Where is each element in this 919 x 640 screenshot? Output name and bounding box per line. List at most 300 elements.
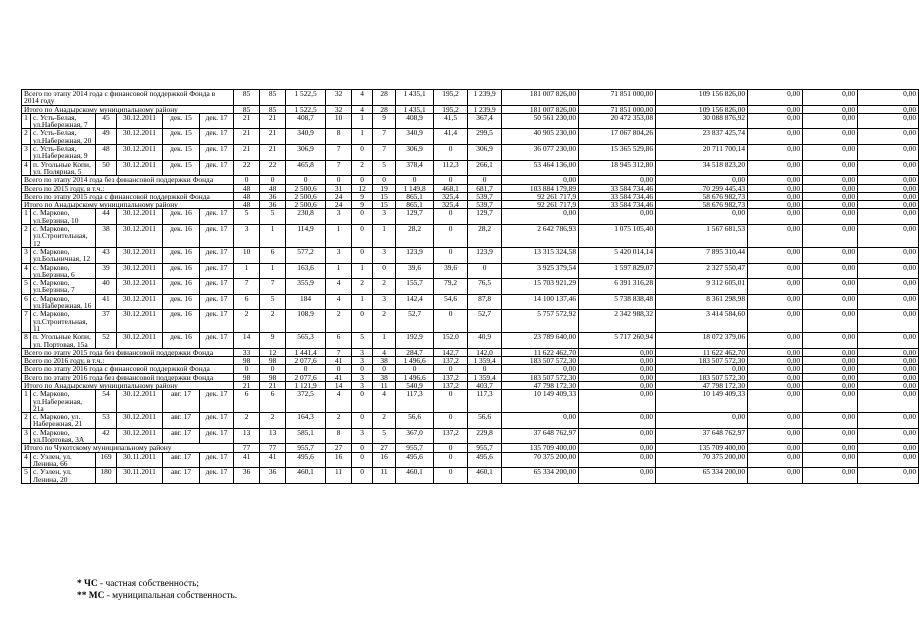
document-number: 43 (96, 247, 117, 263)
value-cell: 15 703 921,29 (502, 279, 579, 295)
value-cell: 0,00 (858, 201, 919, 209)
value-cell: 41,4 (434, 129, 468, 145)
value-cell: 0,00 (858, 192, 919, 200)
value-cell: 468,1 (434, 184, 468, 192)
value-cell: 98 (234, 373, 260, 381)
value-cell: 13 (234, 428, 260, 444)
value-cell: 1 (352, 263, 373, 279)
value-cell: 0,00 (858, 444, 919, 452)
value-cell: 7 (260, 279, 286, 295)
document-number: 53 (96, 413, 117, 429)
value-cell: 0,00 (803, 413, 858, 429)
value-cell: 5 (260, 294, 286, 310)
value-cell: 0,00 (858, 247, 919, 263)
value-cell: 6 (234, 294, 260, 310)
planned-start: дек. 16 (163, 209, 200, 225)
value-cell: 681,7 (468, 184, 502, 192)
value-cell: 77 (234, 444, 260, 452)
planned-start: дек. 15 (163, 160, 200, 176)
row-label: Всего по 2015 году, в т.ч.: (22, 184, 234, 192)
value-cell: 13 315 324,58 (502, 247, 579, 263)
value-cell: 0 (434, 310, 468, 333)
value-cell: 0,00 (579, 365, 656, 373)
value-cell: 21 (260, 113, 286, 129)
document-date: 30.12.2011 (117, 160, 163, 176)
value-cell: 0,00 (748, 90, 803, 106)
value-cell: 11 (373, 468, 396, 484)
value-cell: 0,00 (858, 263, 919, 279)
value-cell: 378,4 (396, 160, 434, 176)
value-cell: 184 (286, 294, 326, 310)
value-cell: 2 (260, 310, 286, 333)
value-cell: 2 (234, 413, 260, 429)
value-cell: 0,00 (502, 176, 579, 184)
value-cell: 0 (434, 225, 468, 248)
document-date: 30.12.2011 (117, 263, 163, 279)
value-cell: 495,6 (396, 452, 434, 468)
planned-end: дек. 17 (200, 247, 234, 263)
value-cell: 21 (260, 381, 286, 389)
value-cell: 7 (234, 279, 260, 295)
value-cell: 0,00 (858, 105, 919, 113)
value-cell: 48 (234, 192, 260, 200)
table-row (22, 428, 919, 444)
value-cell: 14 (234, 333, 260, 349)
value-cell: 9 312 605,01 (656, 279, 748, 295)
value-cell: 181 007 826,00 (502, 105, 579, 113)
value-cell: 28,2 (396, 225, 434, 248)
value-cell: 0,00 (502, 413, 579, 429)
value-cell: 117,3 (468, 390, 502, 413)
value-cell: 39,6 (396, 263, 434, 279)
value-cell: 85 (260, 90, 286, 106)
value-cell: 408,9 (396, 113, 434, 129)
value-cell: 1 359,4 (468, 373, 502, 381)
value-cell: 40,9 (468, 333, 502, 349)
resettlement-table (21, 89, 919, 484)
value-cell: 183 507 572,30 (656, 373, 748, 381)
value-cell: 229,8 (468, 428, 502, 444)
row-number: 1 (22, 390, 31, 413)
value-cell: 48 (234, 201, 260, 209)
value-cell: 2 077,6 (286, 357, 326, 365)
value-cell: 1 567 681,53 (656, 225, 748, 248)
value-cell: 41 (326, 373, 352, 381)
value-cell: 5 (234, 209, 260, 225)
value-cell: 0,00 (803, 160, 858, 176)
value-cell: 37 648 762,97 (502, 428, 579, 444)
value-cell: 92 261 717,9 (502, 192, 579, 200)
document-date: 30.12.2011 (117, 209, 163, 225)
house-address: п. Угольные Копи, ул. Портовая, 15а (31, 333, 96, 349)
value-cell: 0,00 (748, 452, 803, 468)
value-cell: 0 (434, 176, 468, 184)
value-cell: 955,7 (396, 444, 434, 452)
value-cell: 0,00 (858, 381, 919, 389)
planned-start: дек. 15 (163, 129, 200, 145)
value-cell: 9 (352, 192, 373, 200)
row-number: 4 (22, 263, 31, 279)
planned-start: дек. 16 (163, 310, 200, 333)
value-cell: 137,2 (434, 357, 468, 365)
value-cell: 0,00 (502, 209, 579, 225)
value-cell: 195,2 (434, 105, 468, 113)
value-cell: 340,9 (396, 129, 434, 145)
document-number: 52 (96, 333, 117, 349)
table-row (22, 209, 919, 225)
row-number: 3 (22, 145, 31, 161)
house-address: п. Угольные Копи, ул. Полярная, 5 (31, 160, 96, 176)
value-cell: 0 (234, 176, 260, 184)
value-cell: 0,00 (858, 279, 919, 295)
value-cell: 41 (260, 452, 286, 468)
value-cell: 0,00 (858, 390, 919, 413)
row-label: Итого по Анадырскому муниципальному району (22, 201, 234, 209)
value-cell: 5 (260, 209, 286, 225)
value-cell: 32 (326, 105, 352, 113)
value-cell: 565,3 (286, 333, 326, 349)
value-cell: 0,00 (748, 468, 803, 484)
value-cell: 71 851 000,00 (579, 105, 656, 113)
summary-row (22, 201, 919, 209)
value-cell: 0,00 (803, 468, 858, 484)
document-date: 30.12.2011 (117, 247, 163, 263)
document-date: 30.12.2011 (117, 225, 163, 248)
row-number: 7 (22, 310, 31, 333)
value-cell: 0,00 (748, 113, 803, 129)
document-date: 30.11.2011 (117, 468, 163, 484)
planned-end: дек. 17 (200, 468, 234, 484)
value-cell: 0 (260, 365, 286, 373)
planned-end: дек. 17 (200, 279, 234, 295)
row-label: Всего по этапу 2016 года с финансовой поддержкой Фонда (22, 365, 234, 373)
value-cell: 5 717 260,94 (579, 333, 656, 349)
row-label: Итого по Анадырскому муниципальному району (22, 105, 234, 113)
value-cell: 355,9 (286, 279, 326, 295)
value-cell: 23 837 425,74 (656, 129, 748, 145)
value-cell: 0,00 (748, 192, 803, 200)
value-cell: 0,00 (803, 263, 858, 279)
value-cell: 1 (260, 225, 286, 248)
value-cell: 0,00 (803, 192, 858, 200)
value-cell: 36 (260, 192, 286, 200)
row-number: 4 (22, 160, 31, 176)
house-address: с. Марково, ул.Набережная, 21а (31, 390, 96, 413)
value-cell: 10 (234, 247, 260, 263)
value-cell: 87,8 (468, 294, 502, 310)
document-date: 30.12.2011 (117, 428, 163, 444)
document-number: 42 (96, 428, 117, 444)
value-cell: 21 (260, 145, 286, 161)
value-cell: 5 738 838,48 (579, 294, 656, 310)
row-label: Всего по этапу 2015 года с финансовой поддержкой Фонда (22, 192, 234, 200)
value-cell: 0,00 (579, 381, 656, 389)
value-cell: 3 (373, 294, 396, 310)
value-cell: 14 (326, 381, 352, 389)
value-cell: 0,00 (579, 452, 656, 468)
value-cell: 2 500,6 (286, 192, 326, 200)
value-cell: 0 (373, 365, 396, 373)
value-cell: 0,00 (858, 348, 919, 356)
value-cell: 0 (373, 176, 396, 184)
value-cell: 5 (373, 160, 396, 176)
value-cell: 0 (352, 225, 373, 248)
row-label: Итого по Анадырскому муниципальному району (22, 381, 234, 389)
value-cell: 17 067 804,26 (579, 129, 656, 145)
value-cell: 0,00 (748, 373, 803, 381)
row-number: 5 (22, 468, 31, 484)
value-cell: 0,00 (803, 390, 858, 413)
value-cell: 137,2 (434, 428, 468, 444)
value-cell: 117,3 (396, 390, 434, 413)
value-cell: 3 (352, 348, 373, 356)
planned-end: дек. 17 (200, 413, 234, 429)
value-cell: 0 (286, 176, 326, 184)
value-cell: 299,5 (468, 129, 502, 145)
value-cell: 0,00 (858, 90, 919, 106)
value-cell: 0,00 (748, 333, 803, 349)
value-cell: 21 (234, 145, 260, 161)
value-cell: 0,00 (748, 129, 803, 145)
value-cell: 142,7 (434, 348, 468, 356)
row-number: 4 (22, 452, 31, 468)
value-cell: 114,9 (286, 225, 326, 248)
value-cell: 367,0 (396, 428, 434, 444)
value-cell: 495,6 (286, 452, 326, 468)
value-cell: 0,00 (579, 413, 656, 429)
value-cell: 0,00 (748, 381, 803, 389)
value-cell: 38 (373, 373, 396, 381)
row-number: 8 (22, 333, 31, 349)
value-cell: 2 (373, 279, 396, 295)
value-cell: 1 (260, 263, 286, 279)
value-cell: 58 676 982,73 (656, 192, 748, 200)
value-cell: 0,00 (858, 294, 919, 310)
value-cell: 163,6 (286, 263, 326, 279)
row-number: 3 (22, 428, 31, 444)
value-cell: 27 (326, 444, 352, 452)
value-cell: 1 075 105,40 (579, 225, 656, 248)
value-cell: 41 (326, 357, 352, 365)
value-cell: 0,00 (502, 365, 579, 373)
value-cell: 0,00 (748, 225, 803, 248)
value-cell: 0 (434, 413, 468, 429)
value-cell: 2 (326, 413, 352, 429)
value-cell: 48 (234, 184, 260, 192)
summary-row (22, 381, 919, 389)
value-cell: 1 239,9 (468, 90, 502, 106)
value-cell: 37 648 762,97 (656, 428, 748, 444)
house-address: с. Уэлен, ул. Ленина, 20 (31, 468, 96, 484)
value-cell: 2 (260, 413, 286, 429)
value-cell: 18 072 379,06 (656, 333, 748, 349)
value-cell: 36 (260, 468, 286, 484)
value-cell: 129,7 (396, 209, 434, 225)
document-date: 30.12.2011 (117, 390, 163, 413)
value-cell: 181 007 826,00 (502, 90, 579, 106)
value-cell: 9 (260, 333, 286, 349)
value-cell: 0,00 (803, 365, 858, 373)
value-cell: 3 (373, 247, 396, 263)
value-cell: 129,7 (468, 209, 502, 225)
value-cell: 3 (352, 381, 373, 389)
table-row (22, 294, 919, 310)
value-cell: 0,00 (656, 413, 748, 429)
document-date: 30.12.2011 (117, 145, 163, 161)
value-cell: 1 (352, 294, 373, 310)
value-cell: 13 (260, 428, 286, 444)
value-cell: 0,00 (656, 176, 748, 184)
value-cell: 0,00 (579, 357, 656, 365)
value-cell: 0,00 (803, 209, 858, 225)
value-cell: 24 (326, 201, 352, 209)
value-cell: 0 (468, 365, 502, 373)
document-number: 39 (96, 263, 117, 279)
value-cell: 11 622 462,70 (502, 348, 579, 356)
value-cell: 0,00 (748, 413, 803, 429)
value-cell: 0,00 (803, 452, 858, 468)
value-cell: 0 (434, 247, 468, 263)
value-cell: 0,00 (803, 176, 858, 184)
value-cell: 0,00 (858, 176, 919, 184)
value-cell: 0,00 (858, 468, 919, 484)
document-page (21, 89, 917, 484)
value-cell: 0,00 (748, 160, 803, 176)
value-cell: 5 420 014,14 (579, 247, 656, 263)
value-cell: 79,2 (434, 279, 468, 295)
value-cell: 4 (373, 390, 396, 413)
value-cell: 65 334 200,00 (502, 468, 579, 484)
planned-end: дек. 17 (200, 263, 234, 279)
value-cell: 7 (373, 129, 396, 145)
value-cell: 3 (352, 357, 373, 365)
value-cell: 539,7 (468, 201, 502, 209)
value-cell: 71 851 000,00 (579, 90, 656, 106)
value-cell: 15 (373, 192, 396, 200)
value-cell: 6 (260, 247, 286, 263)
value-cell: 0,00 (858, 357, 919, 365)
value-cell: 0,00 (858, 452, 919, 468)
document-date: 30.12.2011 (117, 294, 163, 310)
planned-end: дек. 17 (200, 209, 234, 225)
value-cell: 0,00 (803, 294, 858, 310)
value-cell: 3 (352, 428, 373, 444)
value-cell: 0,00 (748, 294, 803, 310)
table-row (22, 279, 919, 295)
value-cell: 27 (373, 444, 396, 452)
value-cell: 0,00 (803, 357, 858, 365)
document-date: 30.11.2011 (117, 452, 163, 468)
value-cell: 85 (234, 90, 260, 106)
value-cell: 1 (326, 263, 352, 279)
value-cell: 12 (260, 348, 286, 356)
value-cell: 52,7 (468, 310, 502, 333)
value-cell: 77 (260, 444, 286, 452)
value-cell: 7 (326, 160, 352, 176)
value-cell: 152,0 (434, 333, 468, 349)
row-label: Всего по 2016 году, в т.ч.: (22, 357, 234, 365)
value-cell: 53 464 136,00 (502, 160, 579, 176)
value-cell: 0,00 (748, 184, 803, 192)
value-cell: 585,1 (286, 428, 326, 444)
value-cell: 325,4 (434, 192, 468, 200)
value-cell: 0,00 (803, 145, 858, 161)
value-cell: 22 (260, 160, 286, 176)
planned-start: дек. 15 (163, 145, 200, 161)
document-number: 49 (96, 129, 117, 145)
value-cell: 98 (234, 357, 260, 365)
value-cell: 0,00 (748, 247, 803, 263)
value-cell: 58 676 982,73 (656, 201, 748, 209)
house-address: с. Усть-Белая, ул.Набережная, 9 (31, 145, 96, 161)
planned-end: дек. 17 (200, 225, 234, 248)
value-cell: 372,5 (286, 390, 326, 413)
value-cell: 0,00 (858, 184, 919, 192)
value-cell: 0 (396, 176, 434, 184)
summary-row (22, 444, 919, 452)
value-cell: 0,00 (858, 145, 919, 161)
value-cell: 0 (434, 145, 468, 161)
value-cell: 20 711 700,14 (656, 145, 748, 161)
value-cell: 54,6 (434, 294, 468, 310)
value-cell: 0 (352, 145, 373, 161)
document-number: 40 (96, 279, 117, 295)
value-cell: 32 (326, 90, 352, 106)
table-row (22, 468, 919, 484)
value-cell: 0,00 (748, 279, 803, 295)
value-cell: 0,00 (803, 113, 858, 129)
value-cell: 0 (352, 390, 373, 413)
value-cell: 0,00 (803, 279, 858, 295)
value-cell: 47 798 172,30 (502, 381, 579, 389)
value-cell: 0 (434, 209, 468, 225)
value-cell: 0 (434, 390, 468, 413)
value-cell: 0,00 (579, 444, 656, 452)
value-cell: 70 299 445,43 (656, 184, 748, 192)
planned-end: дек. 17 (200, 333, 234, 349)
summary-row (22, 176, 919, 184)
value-cell: 6 (260, 390, 286, 413)
value-cell: 0,00 (748, 209, 803, 225)
value-cell: 33 584 734,46 (579, 201, 656, 209)
value-cell: 1 239,9 (468, 105, 502, 113)
value-cell: 16 (373, 452, 396, 468)
value-cell: 109 156 826,00 (656, 105, 748, 113)
value-cell: 6 391 316,28 (579, 279, 656, 295)
value-cell: 98 (260, 357, 286, 365)
row-number: 3 (22, 247, 31, 263)
value-cell: 0,00 (803, 129, 858, 145)
value-cell: 8 361 298,98 (656, 294, 748, 310)
planned-start: авг. 17 (163, 390, 200, 413)
value-cell: 0 (352, 365, 373, 373)
value-cell: 0,00 (748, 176, 803, 184)
planned-start: авг. 17 (163, 468, 200, 484)
planned-start: дек. 16 (163, 247, 200, 263)
planned-start: авг. 17 (163, 413, 200, 429)
value-cell: 0,00 (748, 348, 803, 356)
planned-end: дек. 17 (200, 428, 234, 444)
value-cell: 11 (326, 468, 352, 484)
planned-start: дек. 16 (163, 263, 200, 279)
value-cell: 865,1 (396, 201, 434, 209)
house-address: с. Усть-Белая, ул.Набережная, 7 (31, 113, 96, 129)
value-cell: 1 435,1 (396, 90, 434, 106)
value-cell: 1 (373, 225, 396, 248)
document-number: 44 (96, 209, 117, 225)
planned-end: дек. 17 (200, 294, 234, 310)
value-cell: 0 (468, 176, 502, 184)
